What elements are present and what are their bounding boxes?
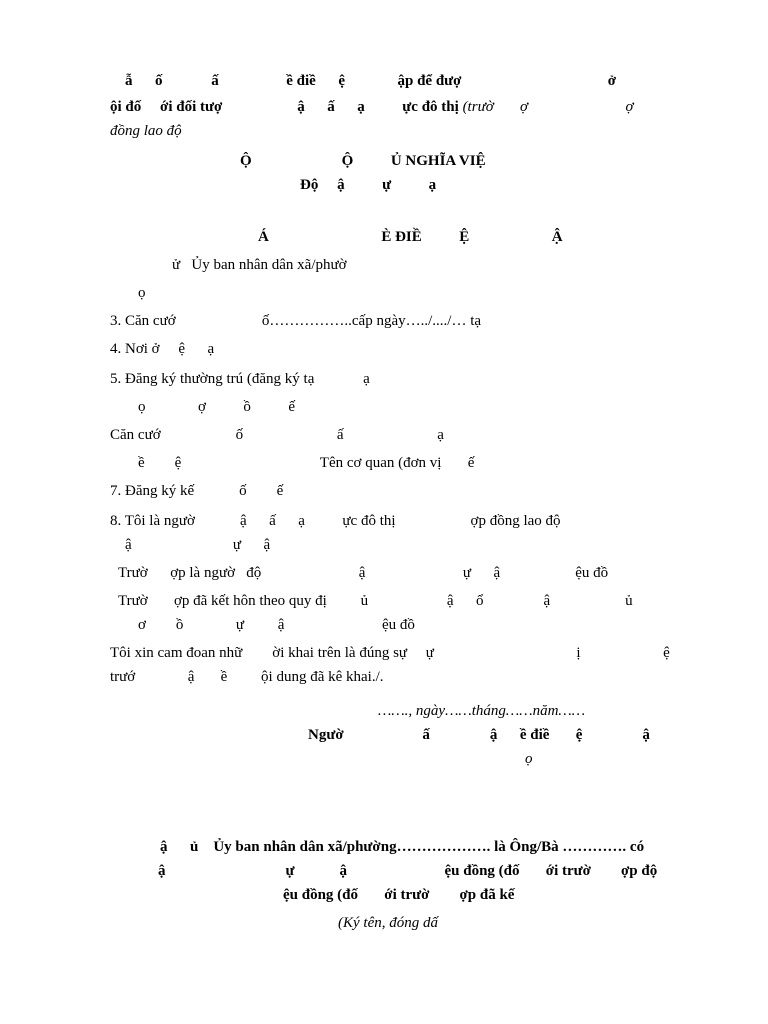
field-8-statement: 8. Tôi là ngườ ậ ấ ạ ực đô thị ợp đồng lao độ — [110, 513, 561, 529]
national-motto: Độ ậ ự ạ — [300, 177, 437, 193]
field-3-id: 3. Căn cướ ố……………..cấp ngày…../..../… tạ — [110, 313, 482, 329]
field-7-marriage: 7. Đăng ký kế ố ế — [110, 483, 284, 499]
signer-note: ọ — [525, 751, 533, 767]
title-line-2-italic: (trườ ợ ợ — [458, 99, 634, 115]
confirmation-line-1: ậ ủ Ủy ban nhân dân xã/phường………………. là Ông/Bà …………. có — [160, 839, 645, 855]
case-married: Trườ ợp đã kết hôn theo quy đị ủ ậ ổ ậ ủ — [118, 593, 633, 609]
field-4-residence: 4. Nơi ở ệ ạ — [110, 341, 215, 357]
signature-instruction: (Ký tên, đóng dấ — [338, 915, 438, 931]
confirmation-line-3: ệu đồng (đố ới trườ ợp đã kế — [283, 887, 515, 903]
field-8-continued: ậ ự ậ — [125, 537, 271, 553]
national-header: Ộ Ộ Ủ NGHĨA VIỆ — [240, 153, 486, 169]
commitment-line-1: Tôi xin cam đoan nhữ ời khai trên là đúng sự ự ị ệ — [110, 645, 670, 661]
confirmation-line-2: ậ ự ậ ệu đồng (đố ới trườ ợp độ — [158, 863, 658, 879]
form-title: Á È ĐIỀ Ệ Ậ — [258, 229, 563, 245]
field-6-employer: ề ệ Tên cơ quan (đơn vị ế — [138, 455, 475, 471]
field-5-registration: 5. Đăng ký thường trú (đăng ký tạ ạ — [110, 371, 370, 387]
field-6-id: Căn cướ ố ấ ạ — [110, 427, 444, 443]
field-1-name: ọ — [138, 285, 146, 301]
title-line-3: đồng lao độ — [110, 123, 182, 139]
title-line-1: ẫ ố ấ ề điề ệ ập để đượ ở — [125, 73, 617, 89]
commitment-line-2: trướ ậ ề ội dung đã kê khai./. — [110, 669, 384, 685]
title-line-2-bold: ội đố ới đối tượ ậ ấ ạ ực đô thị — [110, 99, 459, 115]
case-single: Trườ ợp là ngườ độ ậ ự ậ ệu đồ — [118, 565, 609, 581]
addressee-line: ử Ủy ban nhân dân xã/phườ — [172, 257, 347, 273]
case-married-continued: ơ ồ ự ậ ệu đồ — [138, 617, 415, 633]
date-line: ……., ngày……tháng……năm…… — [378, 703, 586, 719]
title-line-2 — [110, 98, 634, 116]
field-6-spouse: ọ ợ ồ ế — [138, 399, 296, 415]
signer-label: Ngườ ấ ậ ề điề ệ ậ — [308, 727, 650, 743]
